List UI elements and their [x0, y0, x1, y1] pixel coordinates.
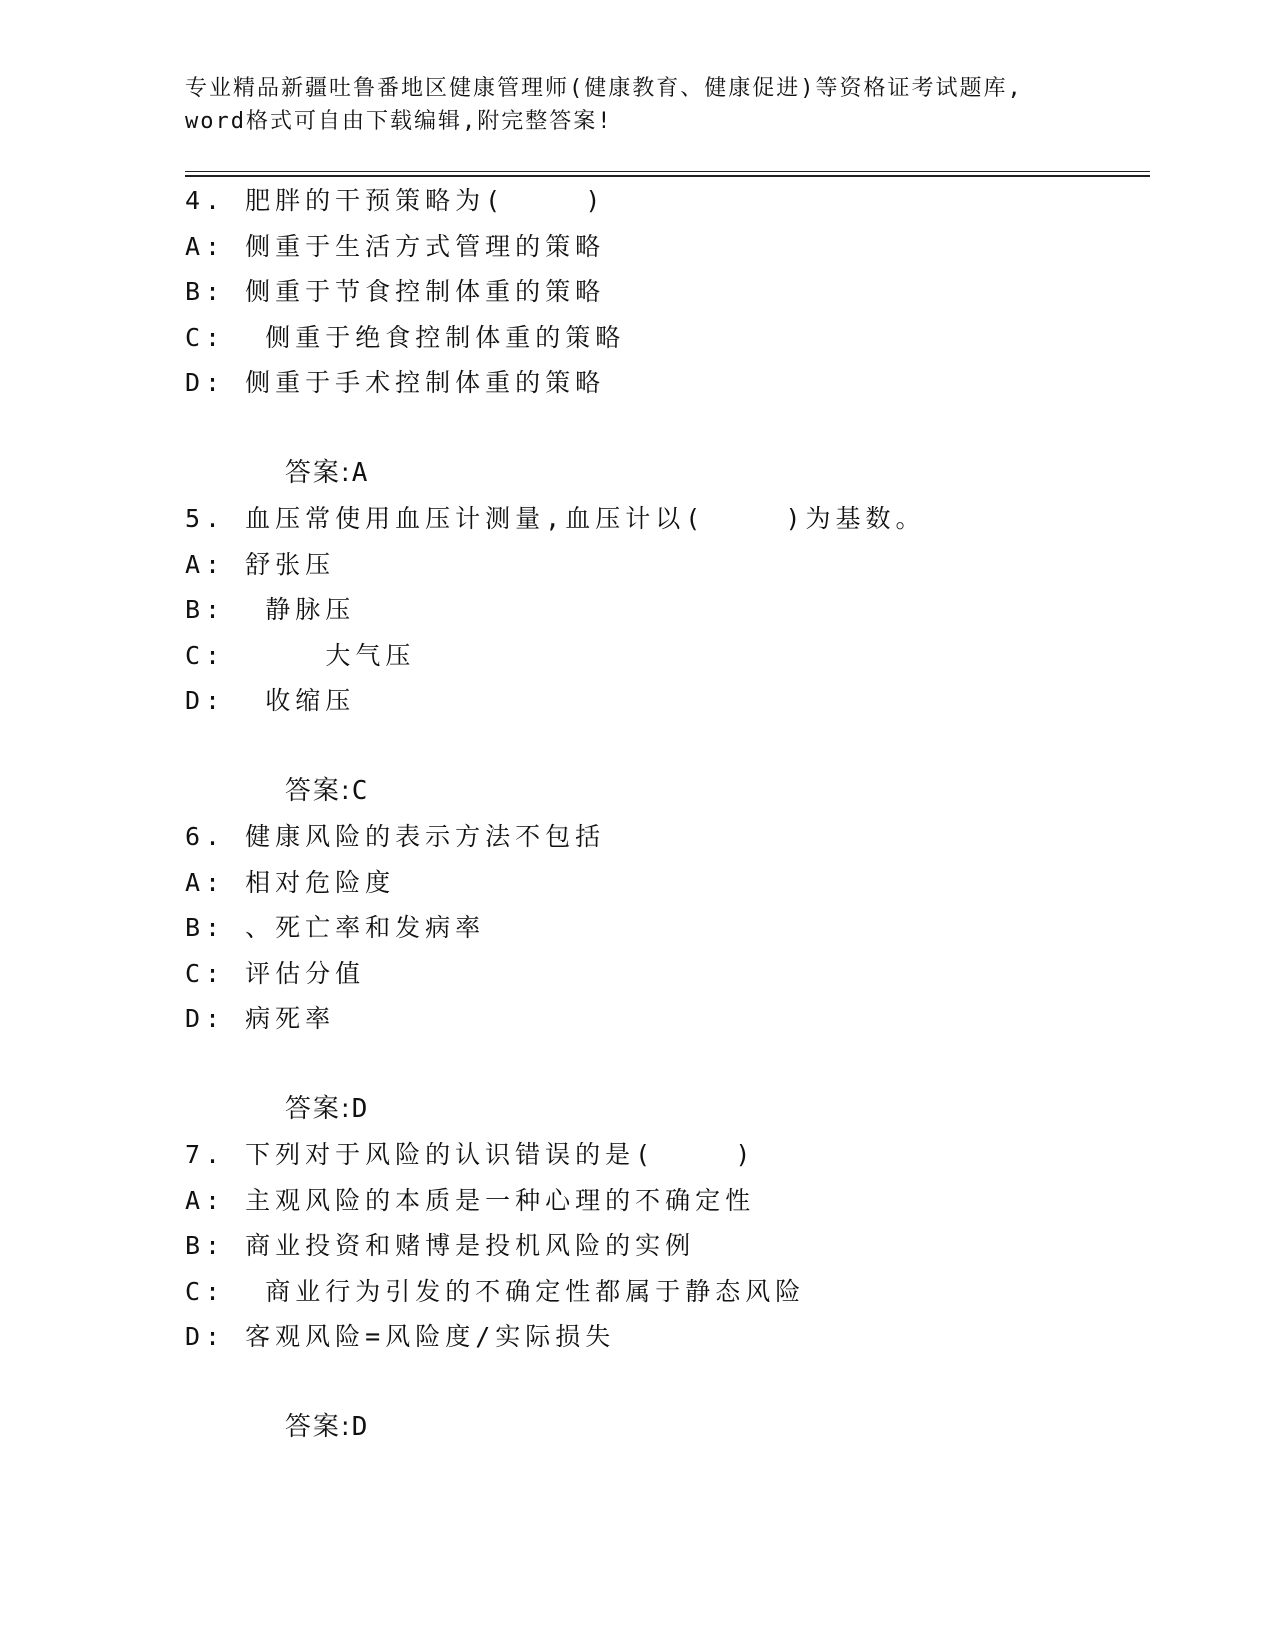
answer [185, 724, 1150, 806]
option-d: D: 收缩压 [185, 686, 356, 715]
answer-label: 答案: [284, 1094, 352, 1124]
question-stem: 5. 血压常使用血压计测量,血压计以( )为基数。 [185, 504, 926, 533]
option-b: B: 静脉压 [185, 595, 356, 624]
answer-label: 答案: [284, 776, 352, 806]
answer-value: A [351, 458, 369, 488]
answer-label: 答案: [284, 458, 352, 488]
option-d: D: 病死率 [185, 1004, 336, 1033]
header-divider-thin [185, 171, 1150, 172]
option-b: B: 商业投资和赌博是投机风险的实例 [185, 1231, 696, 1260]
question-4 [185, 178, 1150, 488]
option-d: D: 侧重于手术控制体重的策略 [185, 368, 606, 397]
option-b: B: 、死亡率和发病率 [185, 913, 486, 942]
option-a: A: 主观风险的本质是一种心理的不确定性 [185, 1185, 756, 1215]
option-a: A: 舒张压 [185, 549, 336, 579]
option-a: A: 侧重于生活方式管理的策略 [185, 231, 606, 261]
header-title-line-1: 专业精品新疆吐鲁番地区健康管理师(健康教育、健康促进)等资格证考试题库, [185, 76, 1023, 101]
option-d: D: 客观风险=风险度/实际损失 [185, 1322, 616, 1351]
header-title-line-2: word格式可自由下载编辑,附完整答案! [185, 109, 613, 134]
answer-value: D [351, 1412, 369, 1442]
option-c: C: 评估分值 [185, 958, 366, 988]
header-divider-thick [185, 175, 1150, 177]
option-c: C: 侧重于绝食控制体重的策略 [185, 322, 626, 352]
option-c: C: 大气压 [185, 640, 416, 670]
question-5 [185, 496, 1150, 806]
answer [185, 1042, 1150, 1124]
option-b: B: 侧重于节食控制体重的策略 [185, 277, 606, 306]
answer-label: 答案: [284, 1412, 352, 1442]
question-6 [185, 814, 1150, 1124]
option-c: C: 商业行为引发的不确定性都属于静态风险 [185, 1276, 806, 1306]
question-stem: 6. 健康风险的表示方法不包括 [185, 822, 606, 851]
answer-value: D [351, 1094, 369, 1124]
answer-value: C [351, 776, 369, 806]
question-7 [185, 1132, 1150, 1442]
document-header [185, 72, 1085, 138]
answer [185, 406, 1150, 488]
question-stem: 4. 肥胖的干预策略为( ) [185, 186, 606, 215]
question-stem: 7. 下列对于风险的认识错误的是( ) [185, 1140, 756, 1169]
option-a: A: 相对危险度 [185, 867, 396, 897]
answer [185, 1360, 1150, 1442]
